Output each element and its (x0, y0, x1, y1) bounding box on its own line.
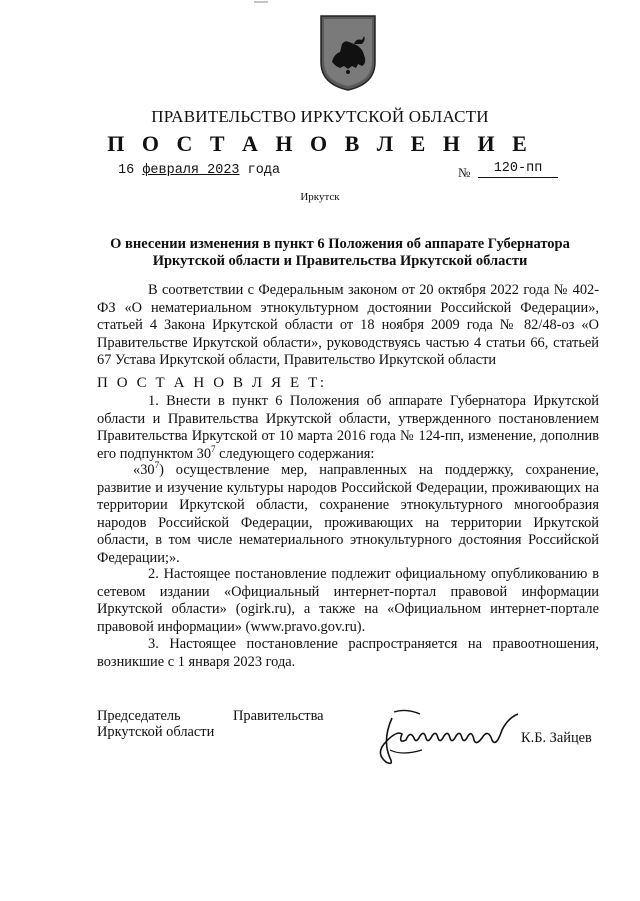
quote-open: «30 (133, 462, 155, 478)
subject-line-2: Иркутской области и Правительства Иркутской области (152, 253, 528, 269)
date-suffix: года (247, 163, 281, 178)
signatory-name: К.Б. Зайцев (521, 730, 592, 746)
document-type-title: П О С Т А Н О В Л Е Н И Е (107, 131, 533, 156)
preamble-paragraph: В соответствии с Федеральным законом от 20 октября 2022 года № 402-ФЗ «О нематериальном этнокультурном достоянии Российской Федерации», статьей 4 Закона Иркутской области от 18 ноября 2009 года № 82/48-оз «О Правительстве Иркутской области», руководствуясь частью 4 статьи 66, статьей 67 Устава Иркутской области, Правительство Иркутской области (97, 282, 599, 369)
handwritten-signature-icon (372, 700, 522, 770)
government-title: ПРАВИТЕЛЬСТВО ИРКУТСКОЙ ОБЛАСТИ (151, 107, 489, 126)
signatory-role (97, 708, 214, 740)
date-day: 16 (118, 163, 135, 178)
subject-line-1: О внесении изменения в пункт 6 Положения об аппарате Губернатора (110, 236, 570, 252)
item-1-tail: следующего содержания: (215, 445, 375, 462)
city-name: Иркутск (300, 191, 340, 203)
number-label: № (458, 165, 471, 180)
item-1-superscript: 7 (211, 443, 216, 454)
role-line-2: Иркутской области (97, 724, 215, 740)
item-3-paragraph: 3. Настоящее постановление распространяется на правоотношения, возникшие с 1 января 2023 года. (97, 636, 599, 670)
item-1-paragraph (97, 393, 599, 463)
decree-date (118, 163, 280, 178)
resolves-heading: П О С Т А Н О В Л Я Е Т: (97, 375, 327, 391)
role-line-1b: Правительства (233, 708, 324, 724)
decree-subject (80, 236, 600, 270)
decree-number: 120-пп (478, 161, 558, 178)
quote-text: ) осуществление мер, направленных на поддержку, сохранение, развитие и изучение культуры народов Российской Федерации, проживающих на территории Иркутской области, сохранение этнокультурного многообразия народов Российской Федерации, проживающих на территории Иркутской области, в том числе нематериального этнокультурного достояния Российской Федерации;». (97, 462, 599, 566)
date-month-year: февраля 2023 (142, 163, 240, 178)
coat-of-arms-icon (318, 14, 378, 92)
item-2-paragraph: 2. Настоящее постановление подлежит официальному опубликованию в сетевом издании «Официальный интернет-портал правовой информации Иркутской области» (ogirk.ru), а также на «Официальном интернет-портале правовой информации» (www.pravo.gov.ru). (97, 566, 599, 635)
role-line-1: Председатель (97, 708, 181, 724)
scan-speck (252, 0, 270, 4)
item-1-text: 1. Внести в пункт 6 Положения об аппарате Губернатора Иркутской области и Правительства Иркутской области, утвержденного постановлением Правительства Иркутской от 10 марта 2016 года № 124-пп, изменение, дополнив его подпунктом 30 (97, 393, 599, 462)
quoted-subpoint-paragraph (97, 462, 599, 568)
quote-superscript: 7 (154, 460, 160, 471)
